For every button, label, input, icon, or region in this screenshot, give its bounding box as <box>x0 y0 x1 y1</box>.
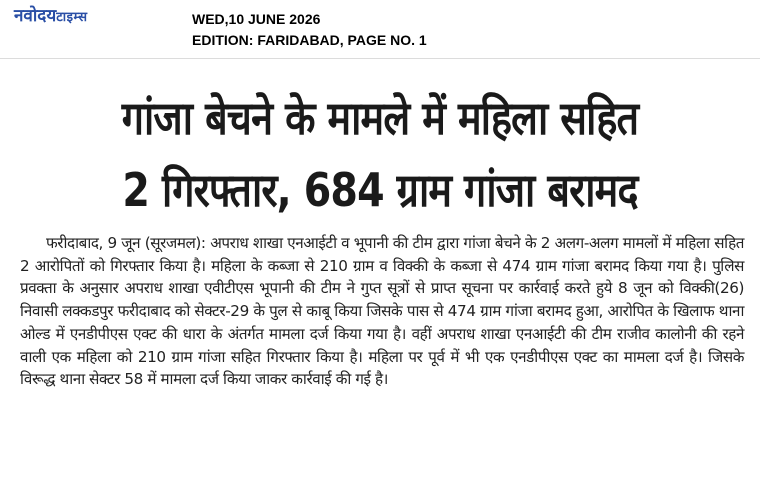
logo-sub-text: टाइम्स <box>56 10 88 25</box>
article-body: फरीदाबाद, 9 जून (सूरजमल): अपराध शाखा एनआईटी व भूपानी की टीम द्वारा गांजा बेचने के 2 अलग-अलग मामलों में महिला सहित 2 आरोपितों को गिरफ्तार किया है। महिला के कब्जा से 210 ग्राम व विक्की के कब्जा से 474 ग्राम गांजा बरामद किया गया है। पुलिस प्रवक्ता के अनुसार अपराध शाखा एवीटीएस भूपानी की टीम ने गुप्त सूत्रों से प्राप्त सूचना पर कार्रवाई करते हुये 8 जून को विक्की(26) निवासी लक्कडपुर फरीदाबाद को सेक्टर-29 के पुल से काबू किया जिसके पास से 474 ग्राम गांजा बरामद हुआ, आरोपित के खिलाफ थाना ओल्ड में एनडीपीएस एक्ट की धारा के अंतर्गत मामला दर्ज किया गया है। वहीं अपराध शाखा एनआईटी की टीम राजीव कालोनी की रहने वाली एक महिला को 210 ग्राम गांजा सहित गिरफ्तार किया है। महिला पर पूर्व में भी एक एनडीपीएस एक्ट का मामला दर्ज है। जिसके विरूद्ध थाना सेक्टर 58 में मामला दर्ज किया जाकर कार्रवाई की गई है। <box>20 234 744 389</box>
clipping-header <box>0 0 760 59</box>
edition-line: EDITION: FARIDABAD, PAGE NO. 1 <box>192 32 427 48</box>
edition-info <box>192 9 427 51</box>
publication-date: WED,10 JUNE 2026 <box>192 11 321 27</box>
publication-logo <box>14 8 88 25</box>
headline-line-1: गांजा बेचने के मामले में महिला सहित <box>121 91 639 145</box>
headline-line-2: 2 गिरफ्तार, 684 ग्राम गांजा बरामद <box>122 163 638 217</box>
article-headline <box>0 82 760 226</box>
logo-main-text: नवोदय <box>14 6 57 26</box>
